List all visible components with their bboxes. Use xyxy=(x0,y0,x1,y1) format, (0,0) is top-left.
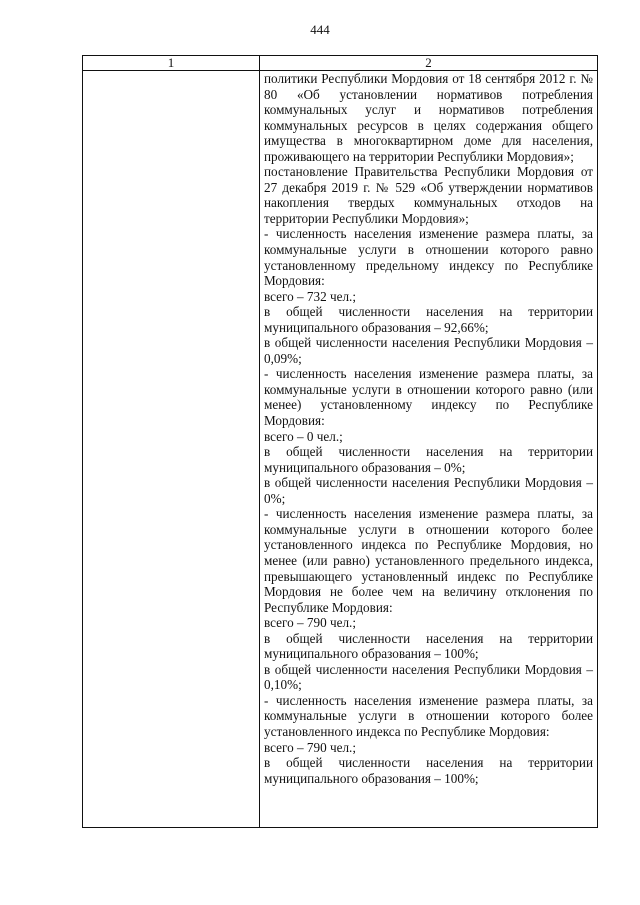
paragraph-share-republic: в общей численности населения Республики Мордовия – 0,10%; xyxy=(264,661,593,693)
paragraph-share-municipal: в общей численности населения на территории муниципального образования – 92,66%; xyxy=(264,304,593,335)
paragraph-share-municipal: в общей численности населения на территории муниципального образования – 100%; xyxy=(264,755,593,786)
paragraph-share-republic: в общей численности населения Республики Мордовия – 0,09%; xyxy=(264,335,593,366)
paragraph-population-between-indexes: - численность населения изменение размера платы, за коммунальные услуги в отношении которого более установленного индекса по Республике Мордовия, но менее (или равно) установленного предельного индекса, превышающего установленный индекс по Республике Мордовия не более чем на величину отклонения по Республике Мордовия: xyxy=(264,506,593,615)
paragraph-share-municipal: в общей численности населения на территории муниципального образования – 100%; xyxy=(264,630,593,662)
column-2-header: 2 xyxy=(425,55,432,70)
paragraph-share-municipal: в общей численности населения на территории муниципального образования – 0%; xyxy=(264,444,593,475)
table-header-row xyxy=(83,56,597,71)
column-2-content xyxy=(264,71,593,786)
paragraph-total: всего – 790 чел.; xyxy=(264,739,356,755)
document-table xyxy=(82,55,598,828)
paragraph-population-above-index: - численность населения изменение размера платы, за коммунальные услуги в отношении которого более установленного индекса по Республике Мордовия: xyxy=(264,692,593,739)
column-divider xyxy=(259,56,260,827)
paragraph-total: всего – 790 чел.; xyxy=(264,615,356,631)
page-number: 444 xyxy=(310,22,330,37)
paragraph-population-equal-or-less: - численность населения изменение размера платы, за коммунальные услуги в отношении которого равно (или менее) установленному индексу по Республике Мордовия: xyxy=(264,366,593,429)
paragraph-population-equal-limit: - численность населения изменение размера платы, за коммунальные услуги в отношении которого равно установленному предельному индексу по Республике Мордовия: xyxy=(264,226,593,289)
paragraph-share-republic: в общей численности населения Республики Мордовия – 0%; xyxy=(264,475,593,506)
column-1-header: 1 xyxy=(167,55,175,70)
paragraph-total: всего – 0 чел.; xyxy=(264,428,343,444)
paragraph-government-resolution: постановление Правительства Республики Мордовия от 27 декабря 2019 г. № 529 «Об утверждении нормативов накопления твердых коммунальных отходов на территории Республики Мордовия»; xyxy=(264,164,593,226)
paragraph-total: всего – 732 чел.; xyxy=(264,288,356,304)
paragraph-resolution-continued: политики Республики Мордовия от 18 сентября 2012 г. № 80 «Об установлении нормативов потребления коммунальных услуг и нормативов потребления коммунальных ресурсов в целях содержания общего имущества в многоквартирном доме для населения, проживающего на территории Республики Мордовия»; xyxy=(264,71,593,164)
